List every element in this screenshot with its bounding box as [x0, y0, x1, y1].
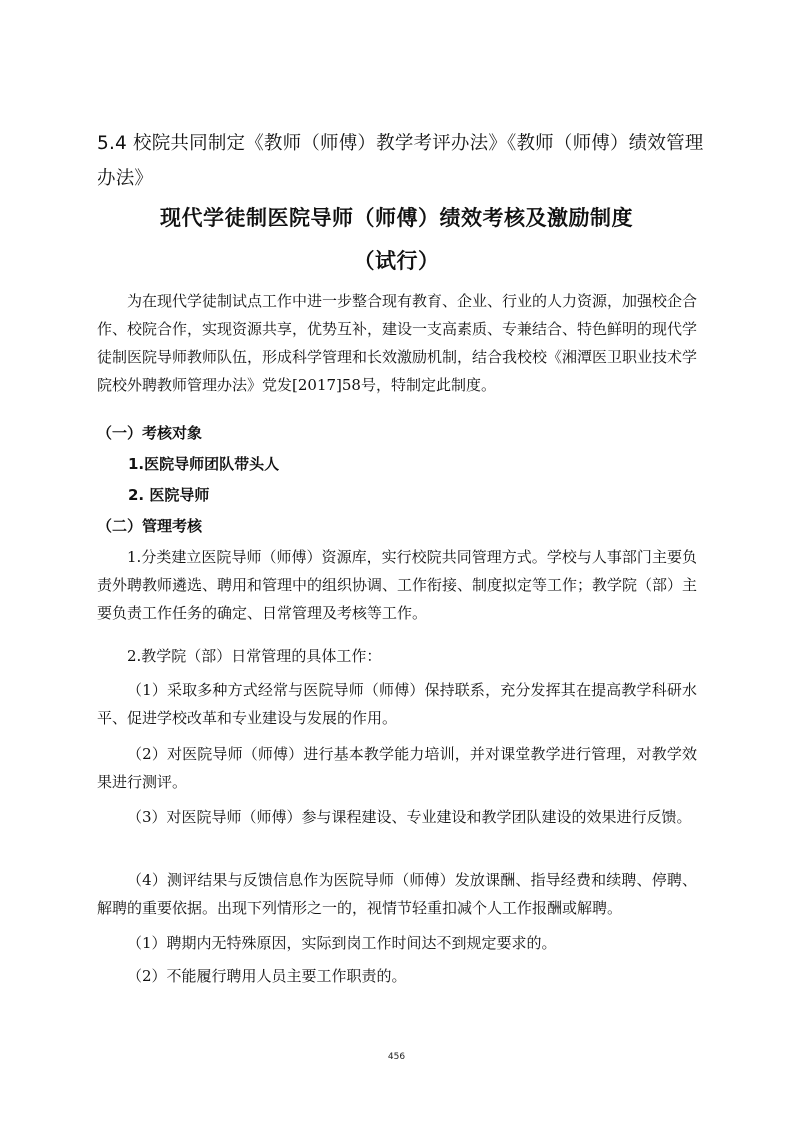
part2-condition-1: （1）聘期内无特殊原因，实际到岗工作时间达不到规定要求的。 — [127, 934, 557, 952]
part2-sub-3: （3）对医院导师（师傅）参与课程建设、专业建设和教学团队建设的效果进行反馈。 — [127, 808, 692, 826]
part2-paragraph-2: 2.教学院（部）日常管理的具体工作： — [127, 647, 382, 665]
document-title: 现代学徒制医院导师（师傅）绩效考核及激励制度 — [160, 206, 633, 230]
part2-paragraph-1: 1.分类建立医院导师（师傅）资源库，实行校院共同管理方式。学校与人事部门主要负责外聘教师遴选、聘用和管理中的组织协调、工作衔接、制度拟定等工作；教学院（部）主要负责工作任务的确定、日常管理及考核等工作。 — [97, 548, 698, 622]
part2-sub-1: （1）采取多种方式经常与医院导师（师傅）保持联系，充分发挥其在提高教学科研水平、促进学校改革和专业建设与发展的作用。 — [97, 681, 697, 727]
part2-sub-2: （2）对医院导师（师傅）进行基本教学能力培训，并对课堂教学进行管理，对教学效果进行测评。 — [97, 745, 697, 791]
intro-paragraph: 为在现代学徒制试点工作中进一步整合现有教育、企业、行业的人力资源，加强校企合作、校院合作，实现资源共享，优势互补，建设一支高素质、专兼结合、特色鲜明的现代学徒制医院导师教师队伍，形成科学管理和长效激励机制，结合我校校《湘潭医卫职业技术学院校外聘教师管理办法》党发[2017]58号，特制定此制度。 — [97, 292, 698, 394]
section-number: 5.4 — [97, 133, 128, 154]
document-subtitle: （试行） — [353, 249, 440, 273]
part2-sub-4: （4）测评结果与反馈信息作为医院导师（师傅）发放课酬、指导经费和续聘、停聘、解聘的重要依据。出现下列情形之一的，视情节轻重扣减个人工作报酬或解聘。 — [97, 871, 697, 917]
page-number: 456 — [387, 1052, 406, 1062]
part2-condition-2: （2）不能履行聘用人员主要工作职责的。 — [127, 967, 407, 985]
part2-heading: （二）管理考核 — [97, 517, 203, 535]
section-text: 校院共同制定《教师（师傅）教学考评办法》《教师（师傅）绩效管理办法》 — [97, 133, 704, 189]
part1-item-2: 2. 医院导师 — [128, 486, 210, 504]
part1-heading: （一）考核对象 — [97, 424, 203, 442]
part1-item-1: 1.医院导师团队带头人 — [128, 455, 280, 473]
section-5-4-heading — [97, 126, 707, 196]
